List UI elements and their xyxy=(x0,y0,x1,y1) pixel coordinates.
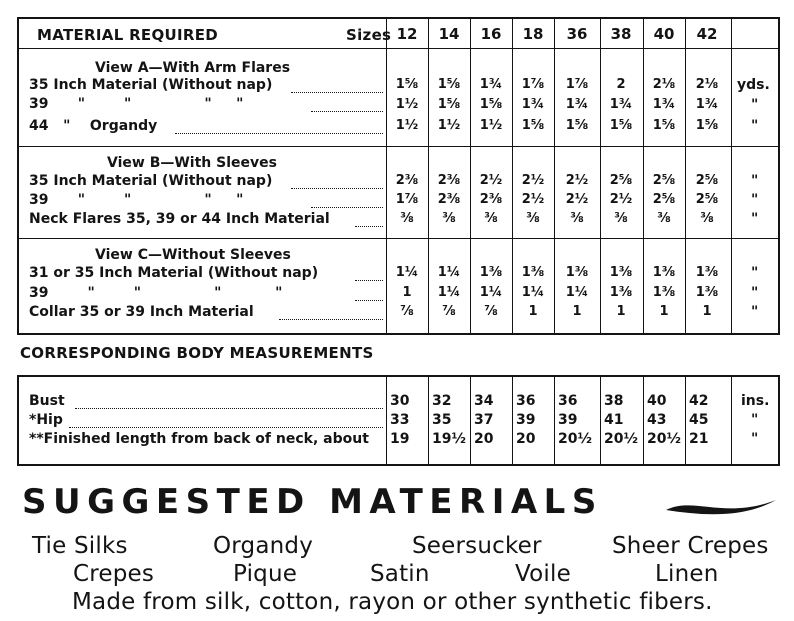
cell: 1¾ xyxy=(652,97,676,112)
cell: 45 xyxy=(689,412,709,428)
cell: 1⅜ xyxy=(609,285,633,300)
cell: 1⅜ xyxy=(695,265,719,280)
material-item: Organdy xyxy=(213,533,314,559)
cell: 20½ xyxy=(647,431,681,447)
unit-label: " xyxy=(751,211,759,227)
cell: 1⅜ xyxy=(479,265,503,280)
unit-label: " xyxy=(751,431,759,447)
cell: 2⅝ xyxy=(652,173,676,188)
row-label: 44 " Organdy xyxy=(29,118,158,134)
cell: ⅜ xyxy=(400,211,414,226)
material-item: Voile xyxy=(515,561,571,587)
cell: 2½ xyxy=(565,173,589,188)
cell: 32 xyxy=(432,393,452,409)
cell: 36 xyxy=(516,393,536,409)
material-item: Sheer Crepes xyxy=(612,533,769,559)
cell: 1¼ xyxy=(565,285,589,300)
unit-label: " xyxy=(751,118,759,134)
cell: ⅞ xyxy=(400,304,414,319)
cell: 39 xyxy=(516,412,536,428)
cell: 42 xyxy=(689,393,709,409)
row-label: Bust xyxy=(29,393,65,409)
cell: 20 xyxy=(516,431,536,447)
cell: 1⅜ xyxy=(652,265,676,280)
cell: 1¼ xyxy=(479,285,503,300)
size-header: 16 xyxy=(480,25,502,43)
cell: 1⅞ xyxy=(395,192,419,207)
cell: 1⅝ xyxy=(609,118,633,133)
cell: ⅜ xyxy=(570,211,584,226)
cell: 1⅝ xyxy=(521,118,545,133)
cell: 1⅝ xyxy=(479,97,503,112)
cell: 43 xyxy=(647,412,667,428)
cell: 38 xyxy=(604,393,624,409)
cell: 1⅞ xyxy=(521,77,545,92)
unit-label: " xyxy=(751,304,759,320)
cell: ⅞ xyxy=(442,304,456,319)
cell: 1⅝ xyxy=(695,118,719,133)
size-header: 12 xyxy=(396,25,418,43)
cell: 34 xyxy=(474,393,494,409)
cell: ⅜ xyxy=(614,211,628,226)
size-header: 18 xyxy=(522,25,544,43)
cell: 1½ xyxy=(395,97,419,112)
size-header: 36 xyxy=(566,25,588,43)
cell: 33 xyxy=(390,412,410,428)
size-header: 38 xyxy=(610,25,632,43)
size-header: 40 xyxy=(653,25,675,43)
cell: 1⅜ xyxy=(695,285,719,300)
cell: 1⅜ xyxy=(565,265,589,280)
cell: 1 xyxy=(572,304,582,319)
cell: 39 xyxy=(558,412,578,428)
cell: 2⅜ xyxy=(395,173,419,188)
material-item: Tie Silks xyxy=(32,533,128,559)
cell: 37 xyxy=(474,412,494,428)
cell: 1 xyxy=(402,285,412,300)
unit-label: yds. xyxy=(737,77,770,93)
cell: 1½ xyxy=(479,118,503,133)
cell: 2½ xyxy=(565,192,589,207)
cell: 1⅝ xyxy=(652,118,676,133)
suggested-materials-title: SUGGESTED MATERIALS xyxy=(22,482,603,522)
row-label: 39 " " " " xyxy=(29,96,244,112)
section-heading-view-c: View C—Without Sleeves xyxy=(95,247,291,263)
cell: 2½ xyxy=(521,192,545,207)
cell: 2⅝ xyxy=(609,173,633,188)
materials-note: Made from silk, cotton, rayon or other synthetic fibers. xyxy=(72,589,713,615)
cell: 19½ xyxy=(432,431,466,447)
cell: 1 xyxy=(702,304,712,319)
cell: 1¼ xyxy=(521,285,545,300)
swash-ornament xyxy=(664,490,780,522)
cell: 2½ xyxy=(521,173,545,188)
cell: 2⅜ xyxy=(437,192,461,207)
cell: 1¾ xyxy=(695,97,719,112)
cell: 1 xyxy=(659,304,669,319)
size-header: 14 xyxy=(438,25,460,43)
row-label: 39 " " " " xyxy=(29,192,244,208)
cell: 1⅜ xyxy=(609,265,633,280)
cell: 1⅝ xyxy=(565,118,589,133)
material-item: Satin xyxy=(370,561,430,587)
cell: 1¾ xyxy=(565,97,589,112)
cell: 41 xyxy=(604,412,624,428)
cell: 2⅛ xyxy=(652,77,676,92)
row-label: Collar 35 or 39 Inch Material xyxy=(29,304,254,320)
unit-label: ins. xyxy=(741,393,770,409)
cell: 2⅝ xyxy=(652,192,676,207)
cell: 30 xyxy=(390,393,410,409)
material-required-table xyxy=(17,17,780,335)
cell: 1½ xyxy=(395,118,419,133)
material-item: Crepes xyxy=(73,561,155,587)
cell: 1½ xyxy=(437,118,461,133)
cell: ⅞ xyxy=(484,304,498,319)
unit-label: " xyxy=(751,97,759,113)
row-label: 35 Inch Material (Without nap) xyxy=(29,77,273,93)
cell: 1¾ xyxy=(479,77,503,92)
cell: 2 xyxy=(616,77,626,92)
row-label: Neck Flares 35, 39 or 44 Inch Material xyxy=(29,211,330,227)
cell: 1⅝ xyxy=(395,77,419,92)
cell: 1 xyxy=(528,304,538,319)
material-item: Linen xyxy=(655,561,719,587)
cell: 1¼ xyxy=(437,265,461,280)
body-measurements-title: CORRESPONDING BODY MEASUREMENTS xyxy=(20,344,374,362)
cell: 2⅜ xyxy=(479,192,503,207)
cell: 36 xyxy=(558,393,578,409)
row-label: 39 " " " " xyxy=(29,285,283,301)
cell: 1⅜ xyxy=(652,285,676,300)
cell: 2½ xyxy=(609,192,633,207)
cell: 1¼ xyxy=(437,285,461,300)
body-measurements-table xyxy=(17,375,780,466)
cell: 2⅛ xyxy=(695,77,719,92)
cell: 1⅝ xyxy=(437,77,461,92)
unit-label: " xyxy=(751,285,759,301)
cell: 20½ xyxy=(604,431,638,447)
cell: 2⅜ xyxy=(437,173,461,188)
cell: 1¼ xyxy=(395,265,419,280)
cell: 1⅜ xyxy=(521,265,545,280)
cell: 1¾ xyxy=(521,97,545,112)
material-item: Pique xyxy=(233,561,298,587)
section-heading-view-a: View A—With Arm Flares xyxy=(95,60,291,76)
row-label: 31 or 35 Inch Material (Without nap) xyxy=(29,265,319,281)
size-header: 42 xyxy=(696,25,718,43)
cell: ⅜ xyxy=(526,211,540,226)
cell: 1⅞ xyxy=(565,77,589,92)
row-label: **Finished length from back of neck, about xyxy=(29,431,369,447)
row-label: *Hip xyxy=(29,412,63,428)
section-heading-view-b: View B—With Sleeves xyxy=(107,155,277,171)
row-label: 35 Inch Material (Without nap) xyxy=(29,173,273,189)
unit-label: " xyxy=(751,173,759,189)
cell: 1⅝ xyxy=(437,97,461,112)
cell: 40 xyxy=(647,393,667,409)
cell: 21 xyxy=(689,431,709,447)
cell: 20½ xyxy=(558,431,592,447)
cell: ⅜ xyxy=(700,211,714,226)
unit-label: " xyxy=(751,265,759,281)
cell: ⅜ xyxy=(442,211,456,226)
cell: ⅜ xyxy=(484,211,498,226)
cell: 19 xyxy=(390,431,410,447)
cell: 2⅝ xyxy=(695,192,719,207)
cell: ⅜ xyxy=(657,211,671,226)
cell: 1 xyxy=(616,304,626,319)
unit-label: " xyxy=(751,412,759,428)
material-required-title: MATERIAL REQUIRED xyxy=(37,26,219,44)
cell: 35 xyxy=(432,412,452,428)
cell: 2½ xyxy=(479,173,503,188)
cell: 20 xyxy=(474,431,494,447)
sizes-label: Sizes xyxy=(346,26,392,44)
cell: 1¾ xyxy=(609,97,633,112)
material-item: Seersucker xyxy=(412,533,542,559)
unit-label: " xyxy=(751,192,759,208)
cell: 2⅝ xyxy=(695,173,719,188)
